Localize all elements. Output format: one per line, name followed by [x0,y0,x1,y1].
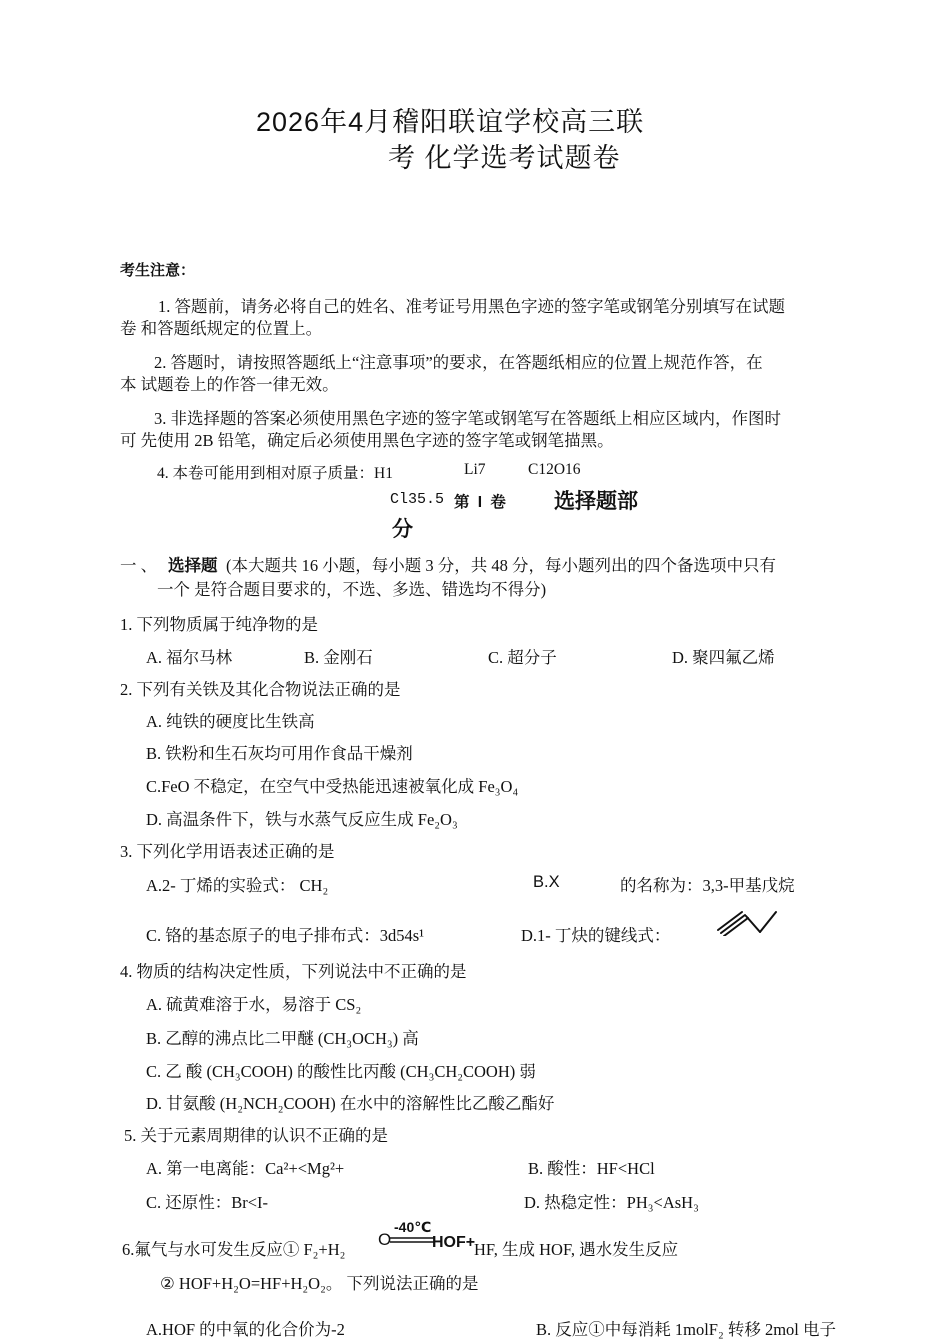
notice-heading: 考生注意： [120,262,196,279]
page-title-line1: 2026年4月稽阳联谊学校高三联 [256,107,645,137]
volume-label: 第 I 卷 [454,494,508,511]
q2-option-d: D. 高温条件下，铁与水蒸气反应生成 Fe₂O₃ [146,810,458,829]
q3-option-b-label: B.X [533,873,560,891]
atomic-mass-li: Li7 [464,461,486,478]
q5-option-c: C. 还原性：Br<I- [146,1193,269,1212]
q1-stem: 1. 下列物质属于纯净物的是 [120,615,318,634]
notice-item-3-line1: 3. 非选择题的答案必须使用黑色字迹的签字笔或钢笔写在答题纸上相应区域内，作图时 [154,409,781,428]
q3-option-c: C. 铬的基态原子的电子排布式：3d54s¹ [146,926,425,945]
q4-option-d: D. 甘氨酸 (H₂NCH₂COOH) 在水中的溶解性比乙酸乙酯好 [146,1094,555,1113]
notice-item-3-line2: 可 先使用 2B 铅笔，确定后必须使用黑色字迹的签字笔或钢笔描黑。 [120,431,614,450]
q3-option-a: A.2- 丁烯的实验式： CH₂ [146,876,329,895]
notice-item-4: 4. 本卷可能用到相对原子质量：H1 [157,465,393,482]
section1-heading: 选择题 [168,557,218,575]
notice-item-1-line2: 卷 和答题纸规定的位置上。 [120,319,323,338]
q5-stem: 5. 关于元素周期律的认识不正确的是 [124,1126,388,1145]
section1-number: 一 、 [120,556,158,575]
notice-item-2-line1: 2. 答题时，请按照答题纸上“注意事项”的要求，在答题纸相应的位置上规范作答，在 [154,353,763,372]
q4-option-c: C. 乙 酸 (CH₃COOH) 的酸性比丙酸 (CH₃CH₂COOH) 弱 [146,1062,536,1081]
q6-stem-part1: 6.氟气与水可发生反应① F₂+H₂ [122,1240,346,1259]
q1-option-a: A. 福尔马林 [146,648,233,667]
q6-product: HOF+ [432,1234,476,1251]
q2-option-a: A. 纯铁的硬度比生铁高 [146,712,315,731]
notice-item-2-line2: 本 试题卷上的作答一律无效。 [120,375,339,394]
q1-option-d: D. 聚四氟乙烯 [672,648,775,667]
page-title-line2: 考 化学选考试题卷 [388,143,621,173]
q4-stem: 4. 物质的结构决定性质，下列说法中不正确的是 [120,962,467,981]
q6-stem-part2: HF, 生成 HOF, 遇水发生反应 [474,1240,679,1259]
q2-option-b: B. 铁粉和生石灰均可用作食品干燥剂 [146,744,413,763]
section-title-b: 分 [392,518,413,541]
q3-stem: 3. 下列化学用语表述正确的是 [120,842,335,861]
q1-option-b: B. 金刚石 [304,648,373,667]
q6-option-a: A.HOF 的中氧的化合价为-2 [146,1320,345,1339]
section-title-a: 选择题部 [554,490,638,513]
notice-item-1-line1: 1. 答题前，请务必将自己的姓名、准考证号用黑色字迹的签字笔或钢笔分别填写在试题 [158,297,785,316]
q5-option-a: A. 第一电离能：Ca²+<Mg²+ [146,1159,345,1178]
q3-option-d: D.1- 丁炔的键线式： [521,926,671,945]
section1-instructions: (本大题共 16 小题，每小题 3 分，共 48 分，每小题列出的四个备选项中只有 [226,556,776,575]
q2-stem: 2. 下列有关铁及其化合物说法正确的是 [120,680,401,699]
q1-option-c: C. 超分子 [488,648,557,667]
q6-condition: -40℃ [394,1219,432,1235]
q2-option-c: C.FeO 不稳定，在空气中受热能迅速被氧化成 Fe₃O₄ [146,777,519,796]
q5-option-b: B. 酸性：HF<HCl [528,1159,655,1178]
section1-instructions-line2: 一个 是符合题目要求的，不选、多选、错选均不得分) [157,580,547,599]
butyne-skeletal-structure-icon [714,906,780,936]
q6-option-b: B. 反应①中每消耗 1molF₂ 转移 2mol 电子 [536,1320,837,1339]
q6-stem-line2: ② HOF+H₂O=HF+H₂O₂。 下列说法正确的是 [160,1274,479,1293]
q6-oxygen: O [378,1230,392,1249]
q4-option-b: B. 乙醇的沸点比二甲醚 (CH₃OCH₃) 高 [146,1029,419,1048]
q4-option-a: A. 硫黄难溶于水，易溶于 CS₂ [146,995,362,1014]
atomic-mass-cl: Cl35.5 [390,491,445,508]
atomic-mass-c-o: C12O16 [528,461,581,478]
reaction-equals-arrow-icon [390,1236,434,1244]
q5-option-d: D. 热稳定性：PH₃<AsH₃ [524,1193,699,1212]
q3-option-b: 的名称为：3,3-甲基戊烷 [620,876,795,895]
